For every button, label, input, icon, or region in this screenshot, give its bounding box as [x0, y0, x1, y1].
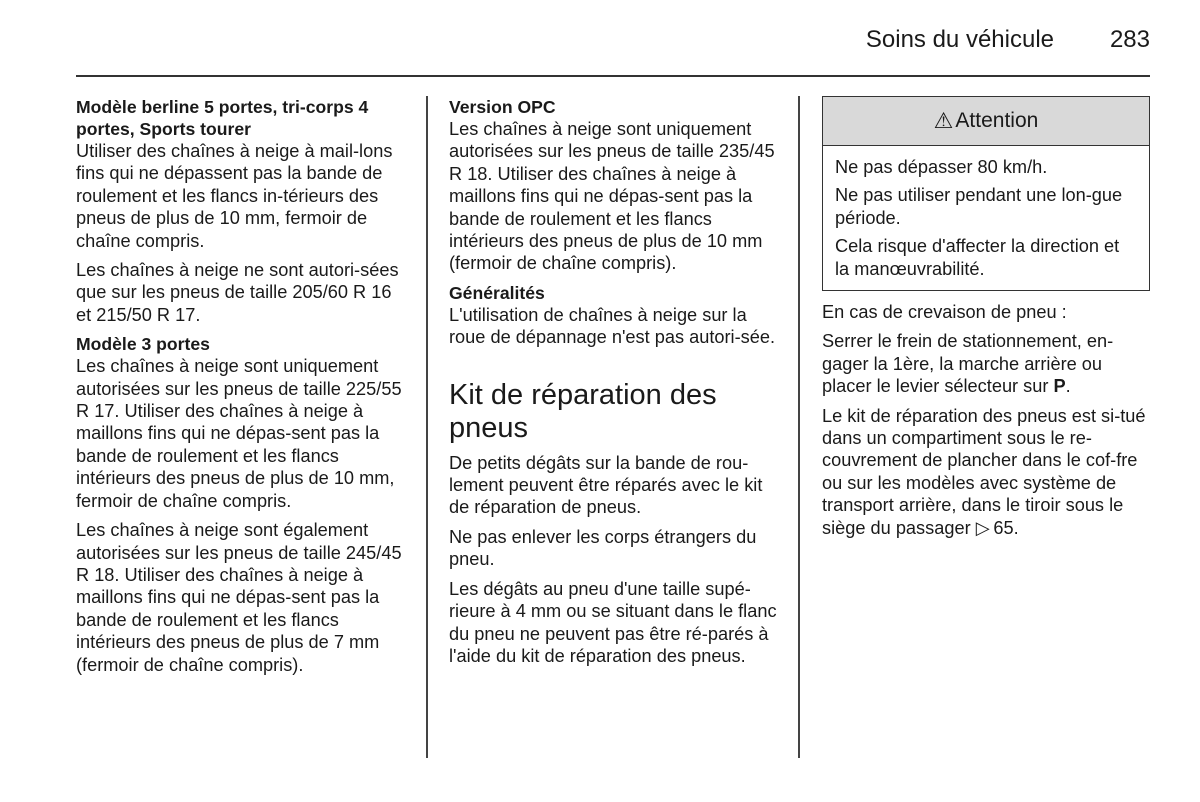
subheading-3-door-model: Modèle 3 portes: [76, 334, 210, 355]
paragraph: Les dégâts au pneu d'une taille supé-rieure à 4 mm ou se situant dans le flanc du pneu ne peuvent pas être ré-parés à l'aide du kit de réparation des pneus.: [449, 578, 777, 666]
page-number: 283: [1109, 26, 1150, 53]
text-run: Le kit de réparation des pneus est si-tué dans un compartiment sous le re-couvrement de plancher dans le cof-fre ou sur les modèles avec système de transport arrière, dans le tiroir sous le siège du passager: [822, 405, 1146, 538]
paragraph: [822, 405, 1150, 539]
column-divider-1: [426, 96, 428, 758]
column-divider-2: [798, 96, 800, 758]
header-divider: [76, 75, 1150, 77]
warning-triangle-icon: ⚠: [933, 107, 954, 133]
subheading-opc-version: Version OPC: [449, 97, 556, 117]
paragraph: Les chaînes à neige sont uniquement autorisées sur les pneus de taille 225/55 R 17. Utiliser des chaînes à neige à maillons fins qui ne dépas-sent pas la bande de roulement et les flancs intérieurs des pneus de plus de 10 mm, fermoir de chaîne compris.: [76, 356, 402, 511]
page-title: Soins du véhicule: [865, 26, 1054, 53]
paragraph: De petits dégâts sur la bande de rou-lement peuvent être réparés avec le kit de réparation de pneus.: [449, 452, 763, 518]
text-run: Serrer le frein de stationnement, en-gager la 1ère, la marche arrière ou placer le levier sélecteur sur: [822, 331, 1114, 397]
subheading-general: Généralités: [449, 282, 545, 303]
page-header: [76, 22, 1150, 74]
section-title: Kit de réparation des pneus: [449, 378, 717, 444]
paragraph: Les chaînes à neige sont uniquement autorisées sur les pneus de taille 235/45 R 18. Utiliser des chaînes à neige à maillons fins qui ne dépas-sent pas la bande de roulement et les flancs intérieurs des pneus de plus de 10 mm (fermoir de chaîne compris).: [449, 119, 775, 274]
text-run: .: [1065, 376, 1071, 397]
page-reference[interactable]: 65: [993, 517, 1014, 538]
paragraph: Ne pas enlever les corps étrangers du pneu.: [449, 526, 757, 570]
page-reference-arrow-icon: ▷: [975, 517, 990, 538]
paragraph: Les chaînes à neige ne sont autori-sées que sur les pneus de taille 205/60 R 16 et 215/50 R 17.: [76, 260, 399, 325]
paragraph: En cas de crevaison de pneu :: [822, 302, 1067, 323]
warning-line: Ne pas dépasser 80 km/h.: [835, 157, 1048, 177]
column-3: [822, 96, 1150, 546]
selector-position-p: P: [1053, 376, 1066, 397]
column-1: [76, 96, 408, 683]
warning-title: Attention: [955, 108, 1039, 132]
warning-box: [822, 96, 1150, 291]
paragraph: L'utilisation de chaînes à neige sur la roue de dépannage n'est pas autori-sée.: [449, 304, 776, 348]
warning-line: Cela risque d'affecter la direction et la manœuvrabilité.: [835, 236, 1120, 279]
subheading-berline-models: Modèle berline 5 portes, tri-corps 4 portes, Sports tourer: [76, 97, 369, 139]
text-run: .: [1013, 517, 1019, 538]
paragraph: Utiliser des chaînes à neige à mail-lons fins qui ne dépassent pas la bande de roulement et les flancs in-térieurs des pneus de plus de 10 mm, fermoir de chaîne compris.: [76, 141, 393, 251]
column-2: [449, 96, 781, 674]
warning-header: [823, 97, 1149, 146]
paragraph: Les chaînes à neige sont également autorisées sur les pneus de taille 245/45 R 18. Utiliser des chaînes à neige à maillons fins qui ne dépas-sent pas la bande de roulement et les flancs intérieurs des pneus de plus de 7 mm (fermoir de chaîne compris).: [76, 520, 402, 675]
paragraph: [822, 330, 1150, 397]
warning-line: Ne pas utiliser pendant une lon-gue période.: [835, 185, 1123, 228]
warning-body: [823, 146, 1149, 290]
